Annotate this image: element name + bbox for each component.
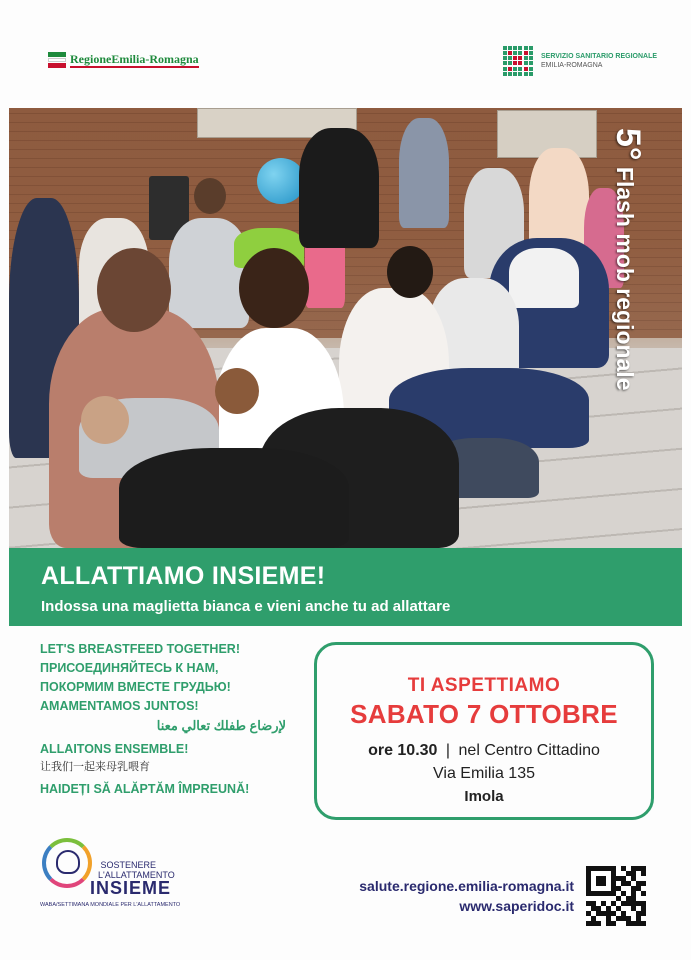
logo-line-3: INSIEME bbox=[90, 878, 172, 898]
banner-title: ALLATTIAMO INSIEME! bbox=[41, 562, 326, 590]
event-details-box bbox=[314, 642, 654, 820]
website-links bbox=[338, 876, 574, 916]
edition-number: 5° bbox=[609, 128, 647, 161]
translations-list bbox=[40, 640, 300, 799]
qr-code[interactable] bbox=[586, 866, 646, 926]
health-service-logo bbox=[503, 46, 657, 76]
health-service-title: SERVIZIO SANITARIO REGIONALE bbox=[541, 53, 658, 60]
logo-line-2: L'ALLATTAMENTO bbox=[98, 870, 175, 880]
event-time: ore 10.30 bbox=[368, 742, 438, 759]
region-logo-text: RegioneEmilia-Romagna bbox=[70, 52, 199, 66]
event-time-row bbox=[317, 742, 651, 760]
region-flag-icon bbox=[48, 52, 66, 68]
event-city: Imola bbox=[464, 788, 504, 805]
link-regione-salute[interactable]: salute.regione.emilia-romagna.it bbox=[359, 878, 574, 894]
translation-spanish: AMAMENTAMOS JUNTOS! bbox=[40, 699, 199, 713]
blue-balloon bbox=[257, 158, 305, 204]
translation-romanian: HAIDEȚI SĂ ALĂPTĂM ÎMPREUNĂ! bbox=[40, 782, 250, 796]
event-separator: | bbox=[445, 742, 451, 759]
event-street: Via Emilia 135 bbox=[433, 765, 535, 782]
flash-mob-photo bbox=[9, 108, 682, 548]
mother-child-icon bbox=[56, 850, 80, 874]
event-date: SABATO 7 OTTOBRE bbox=[350, 699, 618, 729]
translation-russian-2: ПОКОРМИМ ВМЕСТЕ ГРУДЬЮ! bbox=[40, 680, 231, 694]
banner bbox=[9, 548, 682, 626]
logo-line-1: SOSTENERE bbox=[100, 860, 156, 870]
event-invite: TI ASPETTIAMO bbox=[407, 675, 561, 696]
translation-english: LET'S BREASTFEED TOGETHER! bbox=[40, 642, 240, 656]
translation-arabic: لإرضاع طفلك تعالي معنا bbox=[156, 718, 286, 733]
health-service-grid-icon bbox=[503, 46, 533, 76]
health-service-subtitle: EMILIA-ROMAGNA bbox=[541, 62, 603, 69]
sostenere-allattamento-logo bbox=[40, 836, 181, 916]
translation-russian-1: ПРИСОЕДИНЯЙТЕСЬ К НАМ, bbox=[40, 661, 219, 675]
regione-emilia-romagna-logo bbox=[48, 52, 199, 68]
translation-chinese: 让我们一起来母乳喂育 bbox=[40, 761, 150, 773]
translation-french: ALLAITONS ENSEMBLE! bbox=[40, 742, 189, 756]
banner-subtitle: Indossa una maglietta bianca e vieni anche tu ad allattare bbox=[41, 598, 451, 615]
flash-mob-label bbox=[609, 122, 655, 502]
link-saperidoc[interactable]: www.saperidoc.it bbox=[459, 898, 574, 914]
logo-line-4: WABA/SETTIMANA MONDIALE PER L'ALLATTAMENTO bbox=[40, 902, 181, 908]
event-name: Flash mob regionale bbox=[612, 166, 638, 391]
event-place: nel Centro Cittadino bbox=[458, 742, 600, 759]
